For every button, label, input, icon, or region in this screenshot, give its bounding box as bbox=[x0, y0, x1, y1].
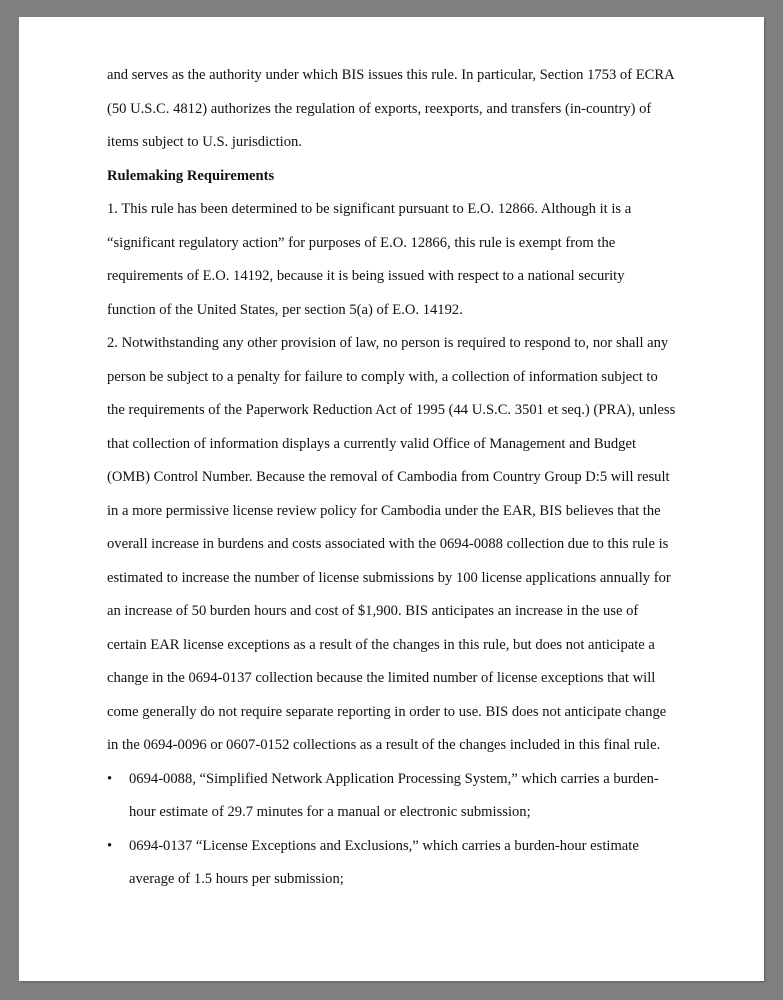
intro-paragraph bbox=[107, 59, 697, 160]
text-line: items subject to U.S. jurisdiction. bbox=[107, 134, 302, 150]
text-line: that collection of information displays a currently valid Office of Management and Budget bbox=[107, 435, 637, 452]
text-line: average of 1.5 hours per submission; bbox=[129, 871, 344, 887]
section-heading: Rulemaking Requirements bbox=[107, 167, 275, 184]
document-page bbox=[19, 17, 764, 981]
text-line: 1. This rule has been determined to be significant pursuant to E.O. 12866. Although it is a bbox=[107, 201, 632, 217]
bullet-icon: • bbox=[107, 837, 113, 854]
bullet-list bbox=[107, 763, 697, 897]
text-line: “significant regulatory action” for purposes of E.O. 12866, this rule is exempt from the bbox=[107, 234, 616, 251]
text-line: in the 0694-0096 or 0607-0152 collections as a result of the changes included in this final rule. bbox=[107, 737, 661, 753]
bullet-icon: • bbox=[107, 770, 113, 787]
text-line: requirements of E.O. 14192, because it is being issued with respect to a national security bbox=[107, 268, 625, 284]
text-line: 2. Notwithstanding any other provision of law, no person is required to respond to, nor shall any bbox=[107, 335, 669, 351]
paragraph-1 bbox=[107, 193, 697, 327]
text-line: come generally do not require separate reporting in order to use. BIS does not anticipate change bbox=[107, 703, 667, 720]
list-item bbox=[107, 763, 697, 830]
text-line: in a more permissive license review policy for Cambodia under the EAR, BIS believes that the bbox=[107, 502, 661, 519]
text-line: function of the United States, per section 5(a) of E.O. 14192. bbox=[107, 301, 463, 318]
text-line: (50 U.S.C. 4812) authorizes the regulation of exports, reexports, and transfers (in-country) of bbox=[107, 100, 652, 117]
text-line: (OMB) Control Number. Because the removal of Cambodia from Country Group D:5 will result bbox=[107, 469, 670, 485]
text-line: an increase of 50 burden hours and cost of $1,900. BIS anticipates an increase in the use of bbox=[107, 603, 639, 619]
text-line: and serves as the authority under which BIS issues this rule. In particular, Section 1753 of ECRA bbox=[107, 67, 675, 83]
text-line: 0694-0088, “Simplified Network Application Processing System,” which carries a burden- bbox=[129, 770, 659, 787]
list-item bbox=[107, 830, 697, 897]
text-line: certain EAR license exceptions as a result of the changes in this rule, but does not anticipate a bbox=[107, 636, 655, 653]
text-line: overall increase in burdens and costs associated with the 0694-0088 collection due to this rule is bbox=[107, 536, 669, 552]
text-line: change in the 0694-0137 collection because the limited number of license exceptions that will bbox=[107, 670, 656, 686]
paragraph-2 bbox=[107, 327, 697, 763]
text-line: person be subject to a penalty for failure to comply with, a collection of information subject to bbox=[107, 368, 658, 385]
document-body bbox=[107, 59, 697, 897]
text-line: estimated to increase the number of license submissions by 100 license applications annually for bbox=[107, 569, 671, 586]
text-line: the requirements of the Paperwork Reduction Act of 1995 (44 U.S.C. 3501 et seq.) (PRA), unless bbox=[107, 402, 676, 418]
text-line: hour estimate of 29.7 minutes for a manual or electronic submission; bbox=[129, 804, 531, 820]
text-line: 0694-0137 “License Exceptions and Exclusions,” which carries a burden-hour estimate bbox=[129, 837, 639, 854]
